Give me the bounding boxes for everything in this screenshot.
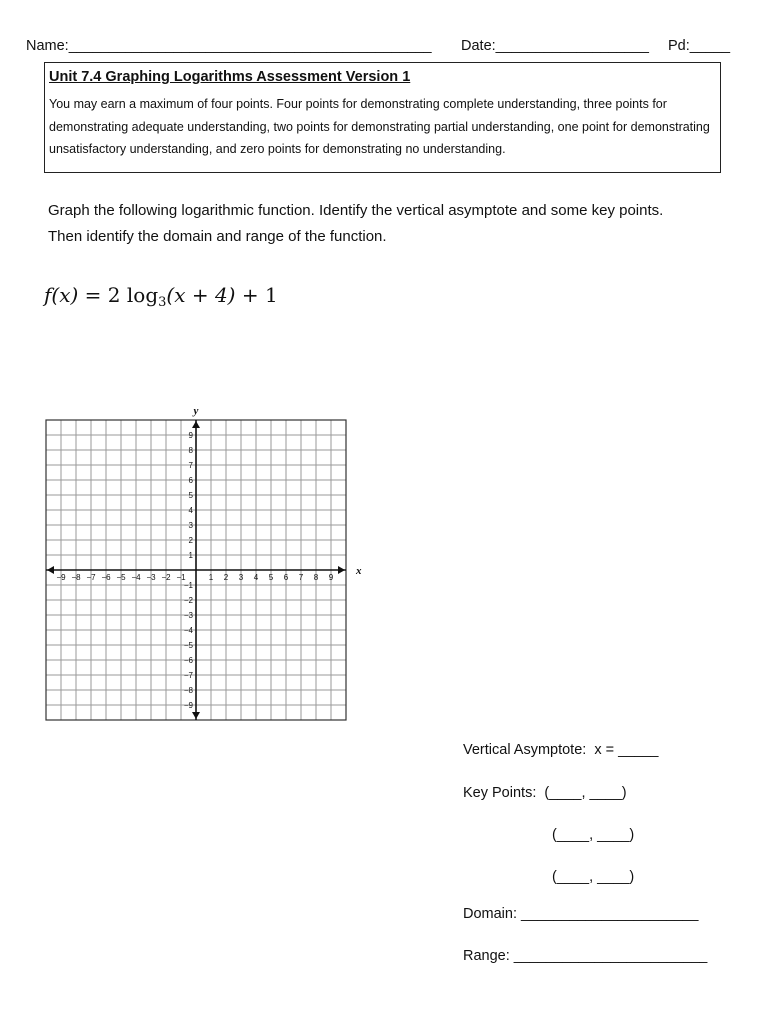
x-tick-label: −1 bbox=[176, 573, 186, 582]
y-tick-label: 9 bbox=[188, 431, 193, 440]
name-field[interactable]: Name:_____________________________________________ bbox=[26, 38, 432, 54]
formula-lhs: f(x) bbox=[44, 283, 79, 307]
x-tick-label: −8 bbox=[71, 573, 81, 582]
y-tick-label: −4 bbox=[183, 626, 193, 635]
key-point-3-field[interactable]: (____, ____) bbox=[552, 869, 635, 885]
x-axis-arrow-left bbox=[47, 566, 54, 574]
y-tick-label: 8 bbox=[188, 446, 193, 455]
x-tick-label: −2 bbox=[161, 573, 171, 582]
x-tick-label: −9 bbox=[56, 573, 66, 582]
formula-coefficient: 2 bbox=[107, 283, 121, 307]
x-tick-label: 2 bbox=[223, 573, 229, 582]
y-tick-label: 7 bbox=[188, 461, 193, 470]
formula-equals: = bbox=[84, 283, 102, 307]
formula-argument: (x + 4) bbox=[166, 283, 236, 307]
x-tick-label: 3 bbox=[238, 573, 244, 582]
y-tick-label: −9 bbox=[183, 701, 193, 710]
y-tick-label: −2 bbox=[183, 596, 193, 605]
y-tick-label: −1 bbox=[183, 581, 193, 590]
key-point-2-field[interactable]: (____, ____) bbox=[552, 827, 635, 843]
x-tick-label: −6 bbox=[101, 573, 111, 582]
x-tick-label: 9 bbox=[328, 573, 334, 582]
y-tick-label: 1 bbox=[188, 551, 193, 560]
formula-tail: + 1 bbox=[241, 283, 278, 307]
x-tick-label: 5 bbox=[268, 573, 274, 582]
rubric-text: You may earn a maximum of four points. Four points for demonstrating complete understanding, three points for demonstrating adequate understanding, two points for demonstrating partial understanding, one point for demonstrating unsatisfactory understanding, and zero points for demonstrating no understanding. bbox=[49, 97, 710, 156]
y-tick-label: 5 bbox=[188, 491, 193, 500]
instructions: Graph the following logarithmic function. Identify the vertical asymptote and some key points. Then identify the domain and range of the function. bbox=[48, 202, 664, 245]
x-tick-label: 1 bbox=[208, 573, 214, 582]
x-tick-label: −7 bbox=[86, 573, 96, 582]
domain-field[interactable]: Domain: ______________________ bbox=[463, 906, 699, 922]
x-tick-label: −4 bbox=[131, 573, 141, 582]
y-axis-arrow-up bbox=[192, 421, 200, 428]
y-tick-label: −3 bbox=[183, 611, 193, 620]
y-tick-label: 3 bbox=[188, 521, 193, 530]
x-axis-label: x bbox=[356, 565, 362, 577]
function-formula bbox=[44, 283, 278, 310]
period-field[interactable]: Pd:_____ bbox=[668, 38, 731, 54]
y-tick-label: −5 bbox=[183, 641, 193, 650]
y-axis-label: y bbox=[193, 405, 199, 417]
y-tick-label: −7 bbox=[183, 671, 193, 680]
x-tick-label: 8 bbox=[313, 573, 319, 582]
x-tick-label: −3 bbox=[146, 573, 156, 582]
y-tick-label: 6 bbox=[188, 476, 193, 485]
y-axis-arrow-down bbox=[192, 712, 200, 719]
x-axis-arrow-right bbox=[338, 566, 345, 574]
x-tick-label: 4 bbox=[253, 573, 259, 582]
x-tick-label: −5 bbox=[116, 573, 126, 582]
rubric-box bbox=[44, 62, 721, 173]
range-field[interactable]: Range: ________________________ bbox=[463, 948, 708, 964]
key-point-1-field[interactable]: Key Points: (____, ____) bbox=[463, 785, 627, 801]
assessment-title: Unit 7.4 Graphing Logarithms Assessment Version 1 bbox=[49, 69, 411, 85]
vertical-asymptote-field[interactable]: Vertical Asymptote: x = _____ bbox=[463, 742, 659, 758]
student-info-header bbox=[26, 38, 738, 54]
x-tick-label: 6 bbox=[283, 573, 289, 582]
coordinate-grid[interactable] bbox=[40, 400, 360, 725]
y-tick-label: −8 bbox=[183, 686, 193, 695]
formula-base: 3 bbox=[158, 295, 167, 310]
formula-log: log bbox=[126, 283, 159, 307]
y-tick-label: −6 bbox=[183, 656, 193, 665]
y-tick-label: 2 bbox=[188, 536, 193, 545]
date-field[interactable]: Date:___________________ bbox=[461, 38, 649, 54]
x-tick-label: 7 bbox=[298, 573, 304, 582]
y-tick-label: 4 bbox=[188, 506, 193, 515]
